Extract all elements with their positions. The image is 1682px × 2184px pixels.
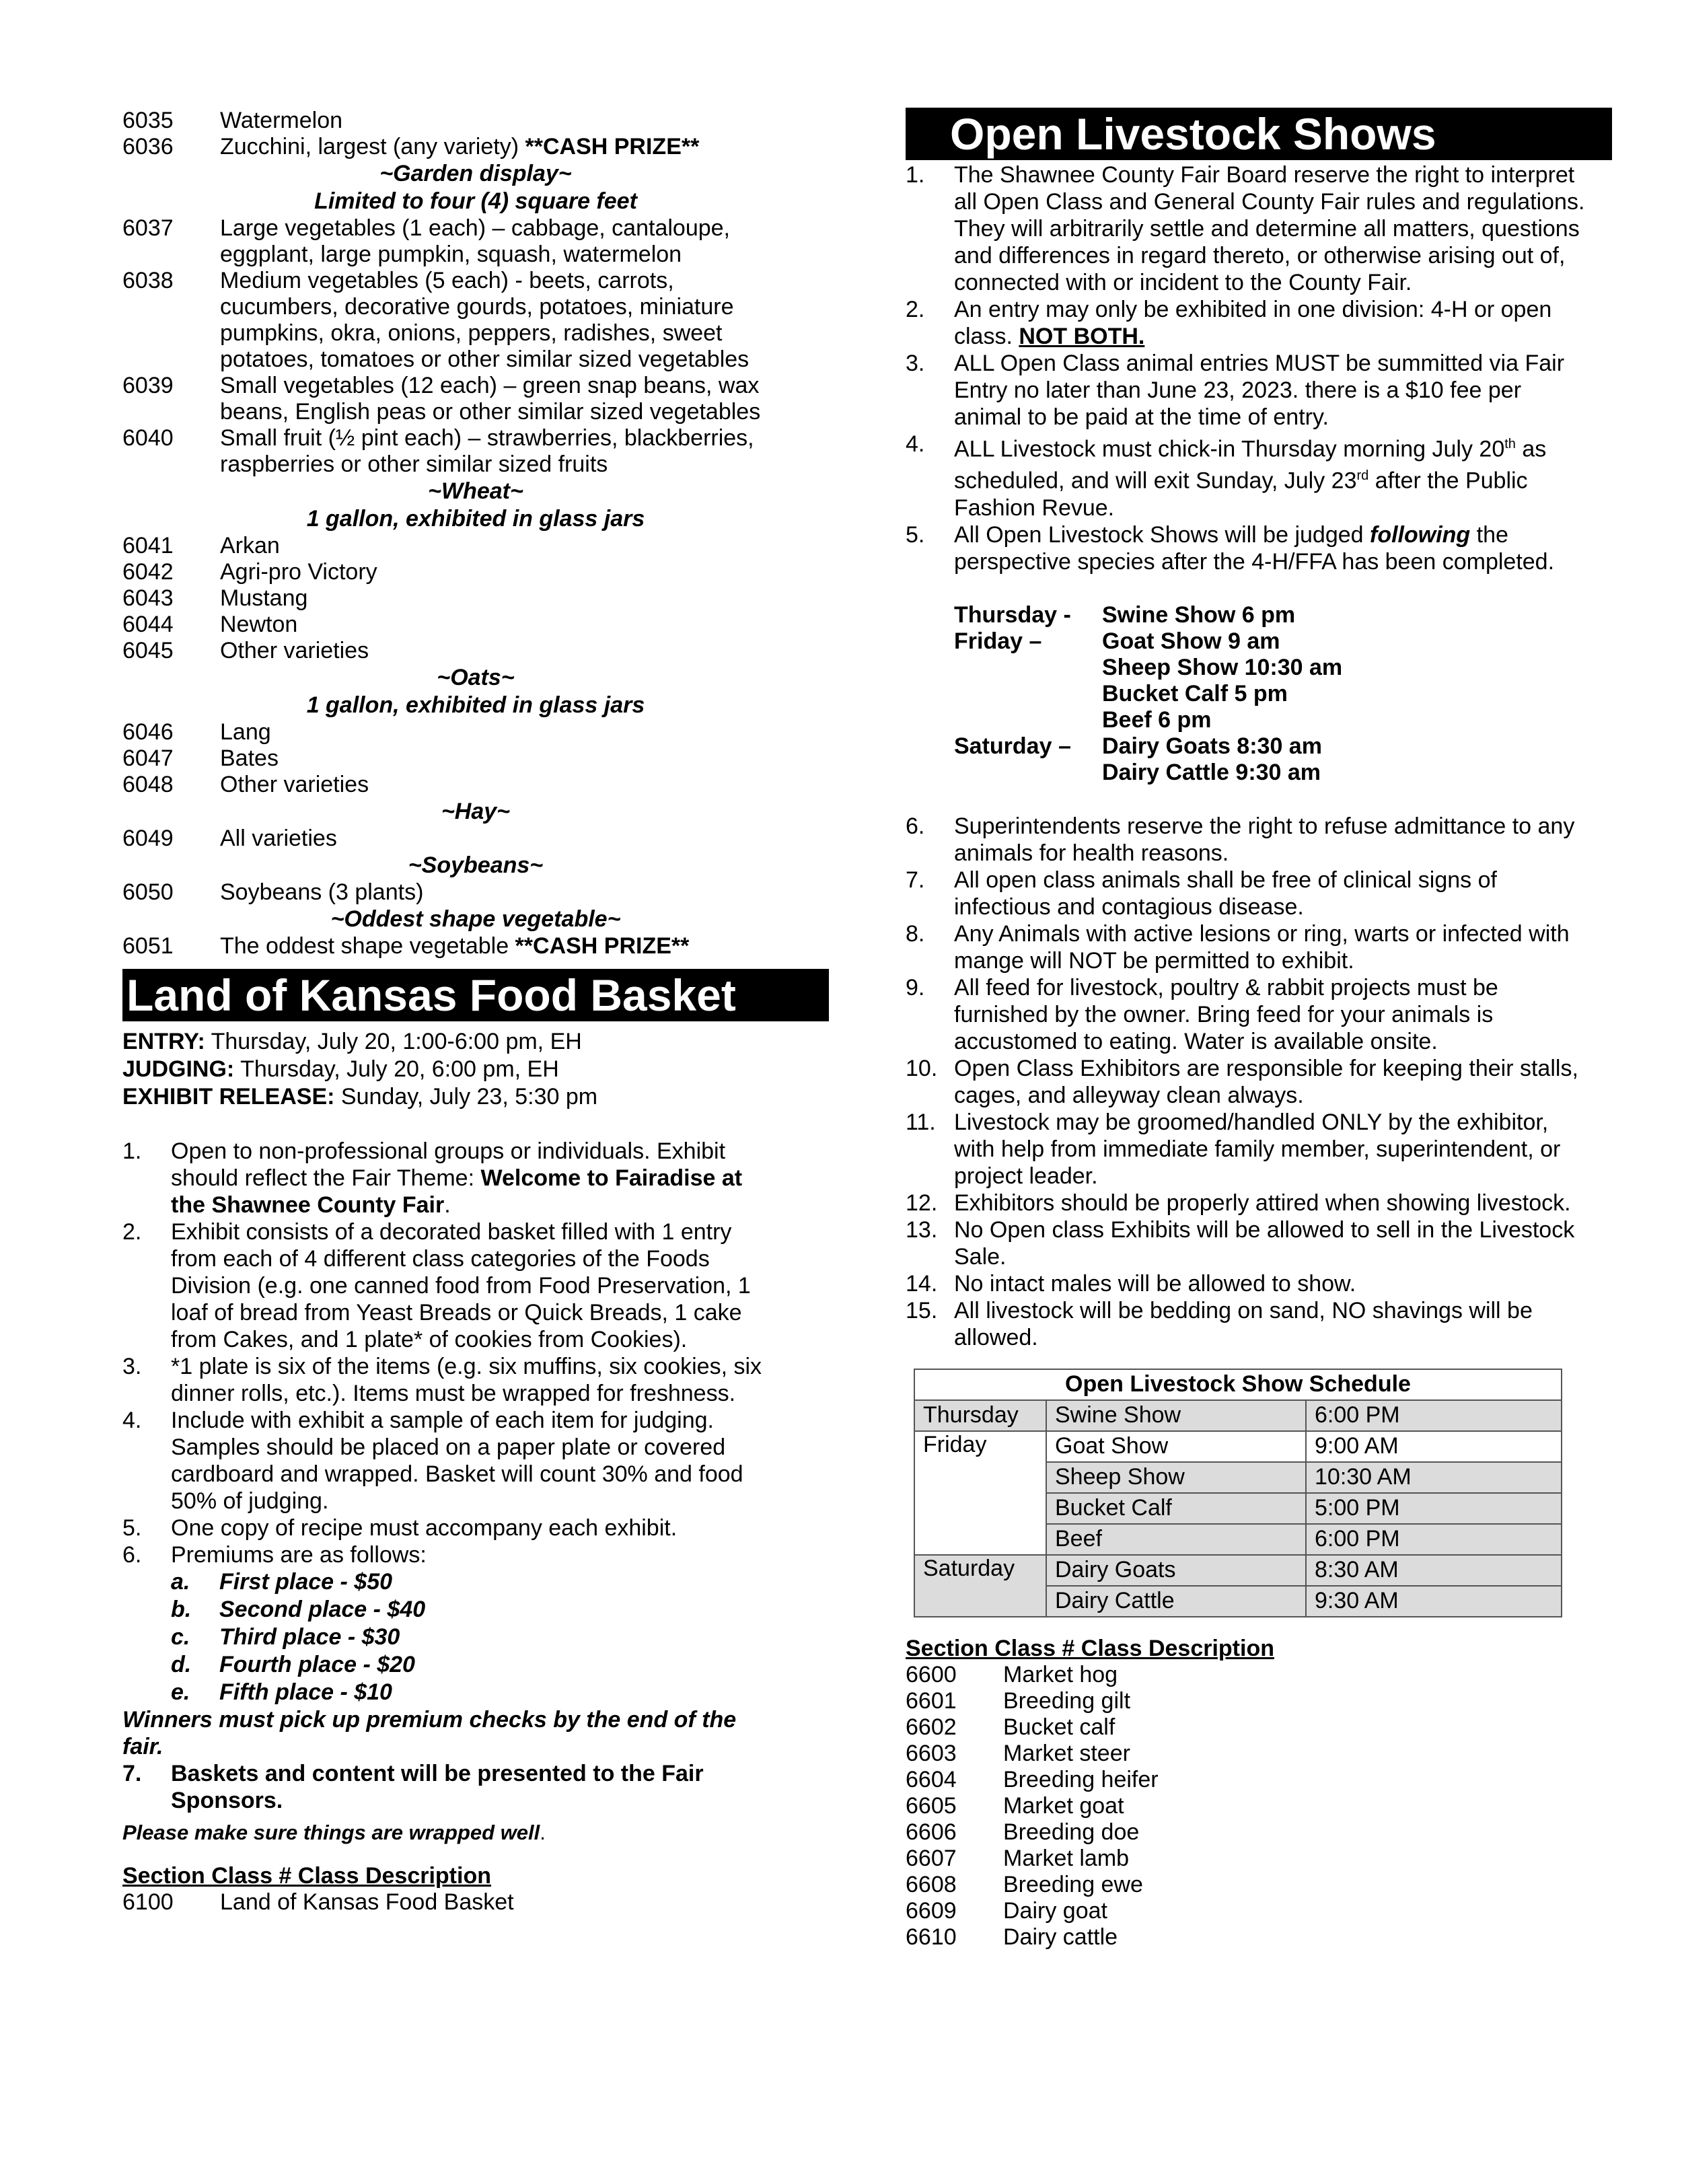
text: beans, English peas or other similar sized vegetables	[220, 399, 761, 425]
text: Open Class Exhibitors are responsible for keeping their stalls,	[954, 1055, 1578, 1081]
text: Friday –	[954, 628, 1042, 654]
class-row	[122, 638, 829, 664]
wrap-note	[122, 1819, 829, 1846]
text: class.	[954, 324, 1019, 349]
text: Premiums are as follows:	[171, 1542, 427, 1568]
text: All open class animals shall be free of clinical signs of	[954, 867, 1497, 893]
schedule-row	[954, 655, 1612, 681]
text: fair.	[122, 1734, 163, 1759]
class-row	[122, 585, 829, 612]
text: Entry no later than June 23, 2023. there is a $10 fee per	[954, 377, 1522, 403]
text: potatoes, tomatoes or other similar sized vegetables	[220, 347, 749, 372]
text: 5.	[122, 1515, 142, 1541]
text: scheduled, and will exit Sunday, July 23	[954, 468, 1357, 494]
judging-line	[122, 1056, 829, 1083]
text: 6605	[906, 1792, 957, 1819]
text: 6608	[906, 1871, 957, 1897]
text: Superintendents reserve the right to refuse admittance to any	[954, 813, 1575, 839]
text: cardboard and wrapped. Basket will count 30% and food	[171, 1461, 743, 1487]
text: Market steer	[1003, 1740, 1130, 1766]
text: Goat Show 9 am	[1102, 628, 1280, 654]
text: Large vegetables (1 each) – cabbage, cantaloupe,	[220, 215, 730, 241]
text: Goat Show	[1046, 1431, 1306, 1462]
category-heading: ~Garden display~	[379, 161, 572, 186]
text: Market goat	[1003, 1792, 1124, 1819]
text: 9.	[906, 974, 925, 1000]
text: b.	[171, 1597, 192, 1622]
text: Open to non-professional groups or individuals. Exhibit	[171, 1138, 726, 1164]
rule-item	[906, 813, 1612, 867]
text: 10:30 AM	[1306, 1462, 1562, 1493]
text: infectious and contagious disease.	[954, 894, 1304, 920]
schedule-row	[954, 681, 1612, 707]
text: .	[444, 1192, 451, 1218]
rule-item	[122, 1760, 829, 1814]
text: .	[540, 1821, 546, 1844]
text: Saturday –	[954, 733, 1071, 759]
release-line	[122, 1083, 829, 1111]
text: An entry may only be exhibited in one division: 4-H or open	[954, 297, 1552, 322]
rule-item	[906, 1216, 1612, 1270]
text: from Cakes, and 1 plate* of cookies from Cookies).	[171, 1327, 688, 1352]
category-heading: ~Soybeans~	[408, 852, 544, 878]
premium-item	[122, 1651, 829, 1679]
text: Dairy Goats	[1046, 1555, 1306, 1586]
table-row	[914, 1431, 1562, 1462]
table-row	[914, 1400, 1562, 1431]
text: Bates	[220, 745, 279, 771]
text	[954, 681, 1102, 707]
text: raspberries or other similar sized fruits	[220, 451, 608, 477]
text: Sheep Show 10:30 am	[1102, 654, 1343, 680]
text: 6100	[122, 1889, 174, 1915]
text: and differences in regard thereto, or otherwise arising out of,	[954, 243, 1566, 268]
text: dinner rolls, etc.). Items must be wrapped for freshness.	[171, 1381, 736, 1406]
text: Bucket Calf	[1046, 1493, 1306, 1524]
schedule-table	[914, 1369, 1562, 1617]
text: Any Animals with active lesions or ring, warts or infected with	[954, 920, 1570, 947]
class-row	[122, 533, 829, 559]
text: cages, and alleyway clean always.	[954, 1082, 1304, 1108]
text: Division (e.g. one canned food from Food Preservation, 1	[171, 1273, 751, 1299]
text: Third place - $30	[219, 1624, 400, 1650]
text: Other varieties	[220, 638, 369, 663]
text: Thursday	[914, 1400, 1046, 1431]
category-heading: ~Hay~	[441, 799, 511, 824]
text: 7.	[122, 1761, 142, 1786]
schedule-row	[954, 733, 1612, 760]
text: th	[1504, 437, 1516, 451]
text: accustomed to eating. Water is available onsite.	[954, 1028, 1438, 1054]
text: All varieties	[220, 826, 337, 851]
text: as	[1515, 436, 1547, 462]
text: Newton	[220, 612, 298, 637]
rule-item	[122, 1138, 829, 1218]
text: 6048	[122, 772, 174, 797]
class-row	[122, 826, 829, 852]
text: ENTRY:	[122, 1029, 205, 1054]
text: Please make sure things are wrapped well	[122, 1821, 540, 1844]
text: the Shawnee County Fair	[171, 1192, 445, 1218]
text: 6038	[122, 268, 174, 293]
text: Sheep Show	[1046, 1462, 1306, 1493]
text: 2.	[906, 297, 925, 322]
text: Samples should be placed on a paper plate or covered	[171, 1434, 726, 1460]
class-row	[122, 373, 829, 425]
rule-item	[122, 1541, 829, 1568]
text: the	[1470, 521, 1508, 548]
text: *1 plate is six of the items (e.g. six muffins, six cookies, six	[171, 1354, 762, 1379]
rule-item	[122, 1353, 829, 1407]
schedule-row	[954, 628, 1612, 655]
rule-item	[906, 521, 1612, 575]
class-row	[122, 268, 829, 373]
premium-item	[122, 1624, 829, 1651]
text: **CASH PRIZE**	[525, 134, 700, 159]
text: Market hog	[1003, 1661, 1118, 1687]
text: Dairy goat	[1003, 1897, 1107, 1924]
text: 1.	[906, 162, 925, 188]
schedule-row	[954, 707, 1612, 733]
text	[954, 760, 1102, 786]
text: 6:00 PM	[1306, 1400, 1562, 1431]
category-heading: ~Oats~	[437, 665, 515, 690]
class-row	[122, 215, 829, 268]
class-row	[906, 1793, 1612, 1819]
rule-item	[906, 161, 1612, 296]
text: 8.	[906, 920, 925, 947]
rule-item	[906, 974, 1612, 1055]
text: Winners must pick up premium checks by the end of the	[122, 1707, 737, 1733]
text: 6603	[906, 1740, 957, 1766]
rule-item	[906, 296, 1612, 350]
text: Swine Show	[1046, 1400, 1306, 1431]
text: 6602	[906, 1714, 957, 1740]
text: c.	[171, 1624, 190, 1650]
class-row	[906, 1767, 1612, 1793]
text: Dairy Cattle	[1046, 1586, 1306, 1617]
text: project leader.	[954, 1163, 1098, 1189]
rule-item	[906, 1297, 1612, 1351]
text: Mustang	[220, 585, 308, 611]
text: 6047	[122, 745, 174, 771]
text: all Open Class and General County Fair rules and regulations.	[954, 189, 1585, 215]
class-row	[122, 772, 829, 798]
class-row	[122, 559, 829, 585]
text: ALL Open Class animal entries MUST be summitted via Fair	[954, 351, 1565, 376]
section-class-header: Section Class # Class Description	[906, 1635, 1274, 1661]
text: One copy of recipe must accompany each exhibit.	[171, 1515, 678, 1541]
section-title-bar: Land of Kansas Food Basket	[122, 969, 829, 1021]
text: rd	[1356, 468, 1369, 484]
text: 6045	[122, 638, 174, 663]
text: 4.	[906, 431, 925, 457]
premium-item	[122, 1568, 829, 1596]
text: Bucket calf	[1003, 1714, 1116, 1740]
text: 50% of judging.	[171, 1488, 329, 1514]
text: 6041	[122, 533, 174, 558]
text: 9:30 AM	[1306, 1586, 1562, 1617]
text: 6042	[122, 559, 174, 585]
text: Bucket Calf 5 pm	[1102, 680, 1288, 706]
class-row	[906, 1662, 1612, 1688]
text: Second place - $40	[219, 1597, 426, 1622]
text: No Open class Exhibits will be allowed to sell in the Livestock	[954, 1216, 1575, 1243]
text: The oddest shape vegetable	[220, 933, 515, 959]
text: They will arbitrarily settle and determine all matters, questions	[954, 216, 1580, 242]
rule-item	[122, 1407, 829, 1515]
category-subheading: Limited to four (4) square feet	[314, 188, 637, 214]
category-heading: ~Wheat~	[428, 478, 523, 504]
category-heading: ~Oddest shape vegetable~	[330, 906, 621, 932]
text: The Shawnee County Fair Board reserve the right to interpret	[954, 162, 1575, 188]
text: Fashion Revue.	[954, 495, 1115, 521]
text: No intact males will be allowed to show.	[954, 1270, 1356, 1297]
text: 6606	[906, 1819, 957, 1845]
text: 6040	[122, 425, 174, 451]
text: Friday	[914, 1431, 1046, 1555]
text: 5.	[906, 521, 925, 548]
text: 6046	[122, 719, 174, 745]
text: furnished by the owner. Bring feed for your animals is	[954, 1001, 1494, 1027]
rule-item	[906, 1190, 1612, 1216]
class-row	[122, 134, 829, 160]
text: eggplant, large pumpkin, squash, watermelon	[220, 242, 682, 267]
text: Dairy cattle	[1003, 1924, 1118, 1950]
text: 8:30 AM	[1306, 1555, 1562, 1586]
section-class-header: Section Class # Class Description	[122, 1863, 491, 1889]
table-row	[914, 1555, 1562, 1586]
text: 6609	[906, 1897, 957, 1924]
left-column	[122, 108, 829, 1916]
text: mange will NOT be permitted to exhibit.	[954, 947, 1354, 974]
category-subheading: 1 gallon, exhibited in glass jars	[306, 692, 645, 718]
text: d.	[171, 1652, 192, 1677]
class-row	[122, 1889, 829, 1916]
text: perspective species after the 4-H/FFA has been completed.	[954, 548, 1555, 575]
text: Dairy Goats 8:30 am	[1102, 733, 1322, 759]
text: Dairy Cattle 9:30 am	[1102, 759, 1321, 785]
text: Beef	[1046, 1524, 1306, 1555]
text: Small vegetables (12 each) – green snap beans, wax	[220, 373, 760, 398]
text: JUDGING:	[122, 1056, 235, 1082]
rule-item	[906, 1055, 1612, 1109]
text: loaf of bread from Yeast Breads or Quick Breads, 1 cake	[171, 1300, 742, 1325]
text: Livestock may be groomed/handled ONLY by the exhibitor,	[954, 1109, 1549, 1135]
text: **CASH PRIZE**	[515, 933, 690, 959]
section-title-bar: Open Livestock Shows	[906, 108, 1612, 160]
text: 6036	[122, 134, 174, 159]
text: Baskets and content will be presented to the Fair	[171, 1761, 704, 1786]
class-row	[906, 1714, 1612, 1741]
text: All Open Livestock Shows will be judged	[954, 521, 1370, 548]
text: 9:00 AM	[1306, 1431, 1562, 1462]
text: 6039	[122, 373, 174, 398]
text: All feed for livestock, poultry & rabbit projects must be	[954, 974, 1498, 1000]
text: Thursday -	[954, 602, 1071, 628]
text: Medium vegetables (5 each) - beets, carrots,	[220, 268, 674, 293]
class-row	[906, 1688, 1612, 1714]
rule-item	[906, 1270, 1612, 1297]
text: 6035	[122, 108, 174, 133]
schedule-table-title: Open Livestock Show Schedule	[914, 1369, 1562, 1400]
class-row	[122, 933, 829, 959]
text: Breeding heifer	[1003, 1766, 1159, 1792]
schedule-row	[954, 760, 1612, 786]
text: Saturday	[914, 1555, 1046, 1617]
text: All livestock will be bedding on sand, NO shavings will be	[954, 1297, 1533, 1323]
text: 6050	[122, 879, 174, 905]
rule-item	[906, 1109, 1612, 1190]
text: 6044	[122, 612, 174, 637]
text: 6607	[906, 1845, 957, 1871]
text: 6601	[906, 1687, 957, 1714]
text: Thursday, July 20, 6:00 pm, EH	[234, 1056, 559, 1082]
class-row	[122, 108, 829, 134]
text: 3.	[906, 351, 925, 376]
text: 7.	[906, 867, 925, 893]
text: from each of 4 different class categories of the Foods	[171, 1246, 710, 1272]
text: after the Public	[1368, 468, 1528, 494]
text	[954, 707, 1102, 733]
rule-item	[122, 1515, 829, 1541]
text: 13.	[906, 1216, 938, 1243]
text: Fifth place - $10	[219, 1679, 392, 1705]
right-column	[906, 108, 1612, 1951]
text: Sponsors.	[171, 1788, 283, 1813]
text: Other varieties	[220, 772, 369, 797]
text: Breeding gilt	[1003, 1687, 1131, 1714]
text: Arkan	[220, 533, 280, 558]
text: a.	[171, 1569, 190, 1595]
entry-line	[122, 1028, 829, 1056]
schedule-list	[906, 602, 1612, 786]
text: 1.	[122, 1138, 142, 1164]
rule-item	[906, 431, 1612, 521]
text: 15.	[906, 1297, 938, 1323]
text: 6.	[122, 1542, 142, 1568]
text: Small fruit (½ pint each) – strawberries, blackberries,	[220, 425, 754, 451]
text: 6610	[906, 1924, 957, 1950]
text: 5:00 PM	[1306, 1493, 1562, 1524]
text: Exhibit consists of a decorated basket filled with 1 entry	[171, 1219, 732, 1245]
text: Breeding ewe	[1003, 1871, 1143, 1897]
text: e.	[171, 1679, 190, 1705]
text: 6.	[906, 813, 925, 839]
class-row	[122, 879, 829, 906]
text: Swine Show 6 pm	[1102, 602, 1296, 628]
text: with help from immediate family member, superintendent, or	[954, 1136, 1561, 1162]
text: pumpkins, okra, onions, peppers, radishes, sweet	[220, 320, 723, 346]
rule-item	[906, 867, 1612, 920]
text: Welcome to Fairadise at	[480, 1165, 743, 1191]
text: Sale.	[954, 1243, 1007, 1270]
text: should reflect the Fair Theme:	[171, 1165, 481, 1191]
category-subheading: 1 gallon, exhibited in glass jars	[306, 506, 645, 532]
class-row	[906, 1846, 1612, 1872]
text: Land of Kansas Food Basket	[220, 1889, 514, 1915]
class-row	[122, 425, 829, 478]
class-row	[906, 1741, 1612, 1767]
rule-item	[906, 920, 1612, 974]
text: Watermelon	[220, 108, 343, 133]
class-row	[906, 1898, 1612, 1924]
text: 2.	[122, 1219, 142, 1245]
text: following	[1370, 521, 1471, 548]
text: NOT BOTH.	[1019, 324, 1145, 349]
rule-item	[906, 350, 1612, 431]
text: 6049	[122, 826, 174, 851]
text: Breeding doe	[1003, 1819, 1140, 1845]
text: 14.	[906, 1270, 938, 1297]
text: animal to be paid at the time of entry.	[954, 404, 1329, 430]
premium-item	[122, 1679, 829, 1706]
class-row	[906, 1819, 1612, 1846]
text: 11.	[906, 1109, 936, 1135]
text: Market lamb	[1003, 1845, 1130, 1871]
winners-note	[122, 1706, 829, 1760]
text: allowed.	[954, 1324, 1038, 1350]
text: Thursday, July 20, 1:00-6:00 pm, EH	[205, 1029, 582, 1054]
text: 6:00 PM	[1306, 1524, 1562, 1555]
premium-item	[122, 1596, 829, 1624]
text: connected with or incident to the County Fair.	[954, 270, 1412, 295]
class-row	[122, 612, 829, 638]
text: 6051	[122, 933, 174, 959]
text: 6043	[122, 585, 174, 611]
schedule-row	[954, 602, 1612, 628]
class-row	[122, 719, 829, 745]
text: 10.	[906, 1055, 938, 1081]
text: Zucchini, largest (any variety)	[220, 134, 525, 159]
class-row	[906, 1872, 1612, 1898]
text: First place - $50	[219, 1569, 393, 1595]
text: 12.	[906, 1190, 938, 1216]
text: EXHIBIT RELEASE:	[122, 1084, 335, 1109]
text: Soybeans (3 plants)	[220, 879, 424, 905]
rule-item	[122, 1218, 829, 1353]
class-row	[906, 1924, 1612, 1951]
text: 6600	[906, 1661, 957, 1687]
text: Fourth place - $20	[219, 1652, 415, 1677]
text: Include with exhibit a sample of each item for judging.	[171, 1408, 715, 1433]
text: Exhibitors should be properly attired when showing livestock.	[954, 1190, 1571, 1216]
text	[954, 655, 1102, 681]
text: Beef 6 pm	[1102, 706, 1212, 733]
class-row	[122, 745, 829, 772]
text: Lang	[220, 719, 271, 745]
text: 6037	[122, 215, 174, 241]
text: 6604	[906, 1766, 957, 1792]
text: Agri-pro Victory	[220, 559, 377, 585]
text: cucumbers, decorative gourds, potatoes, miniature	[220, 294, 734, 320]
text: ALL Livestock must chick-in Thursday morning July 20	[954, 436, 1505, 462]
text: 4.	[122, 1408, 142, 1433]
text: 3.	[122, 1354, 142, 1379]
text: animals for health reasons.	[954, 840, 1229, 866]
text: Sunday, July 23, 5:30 pm	[334, 1084, 598, 1109]
